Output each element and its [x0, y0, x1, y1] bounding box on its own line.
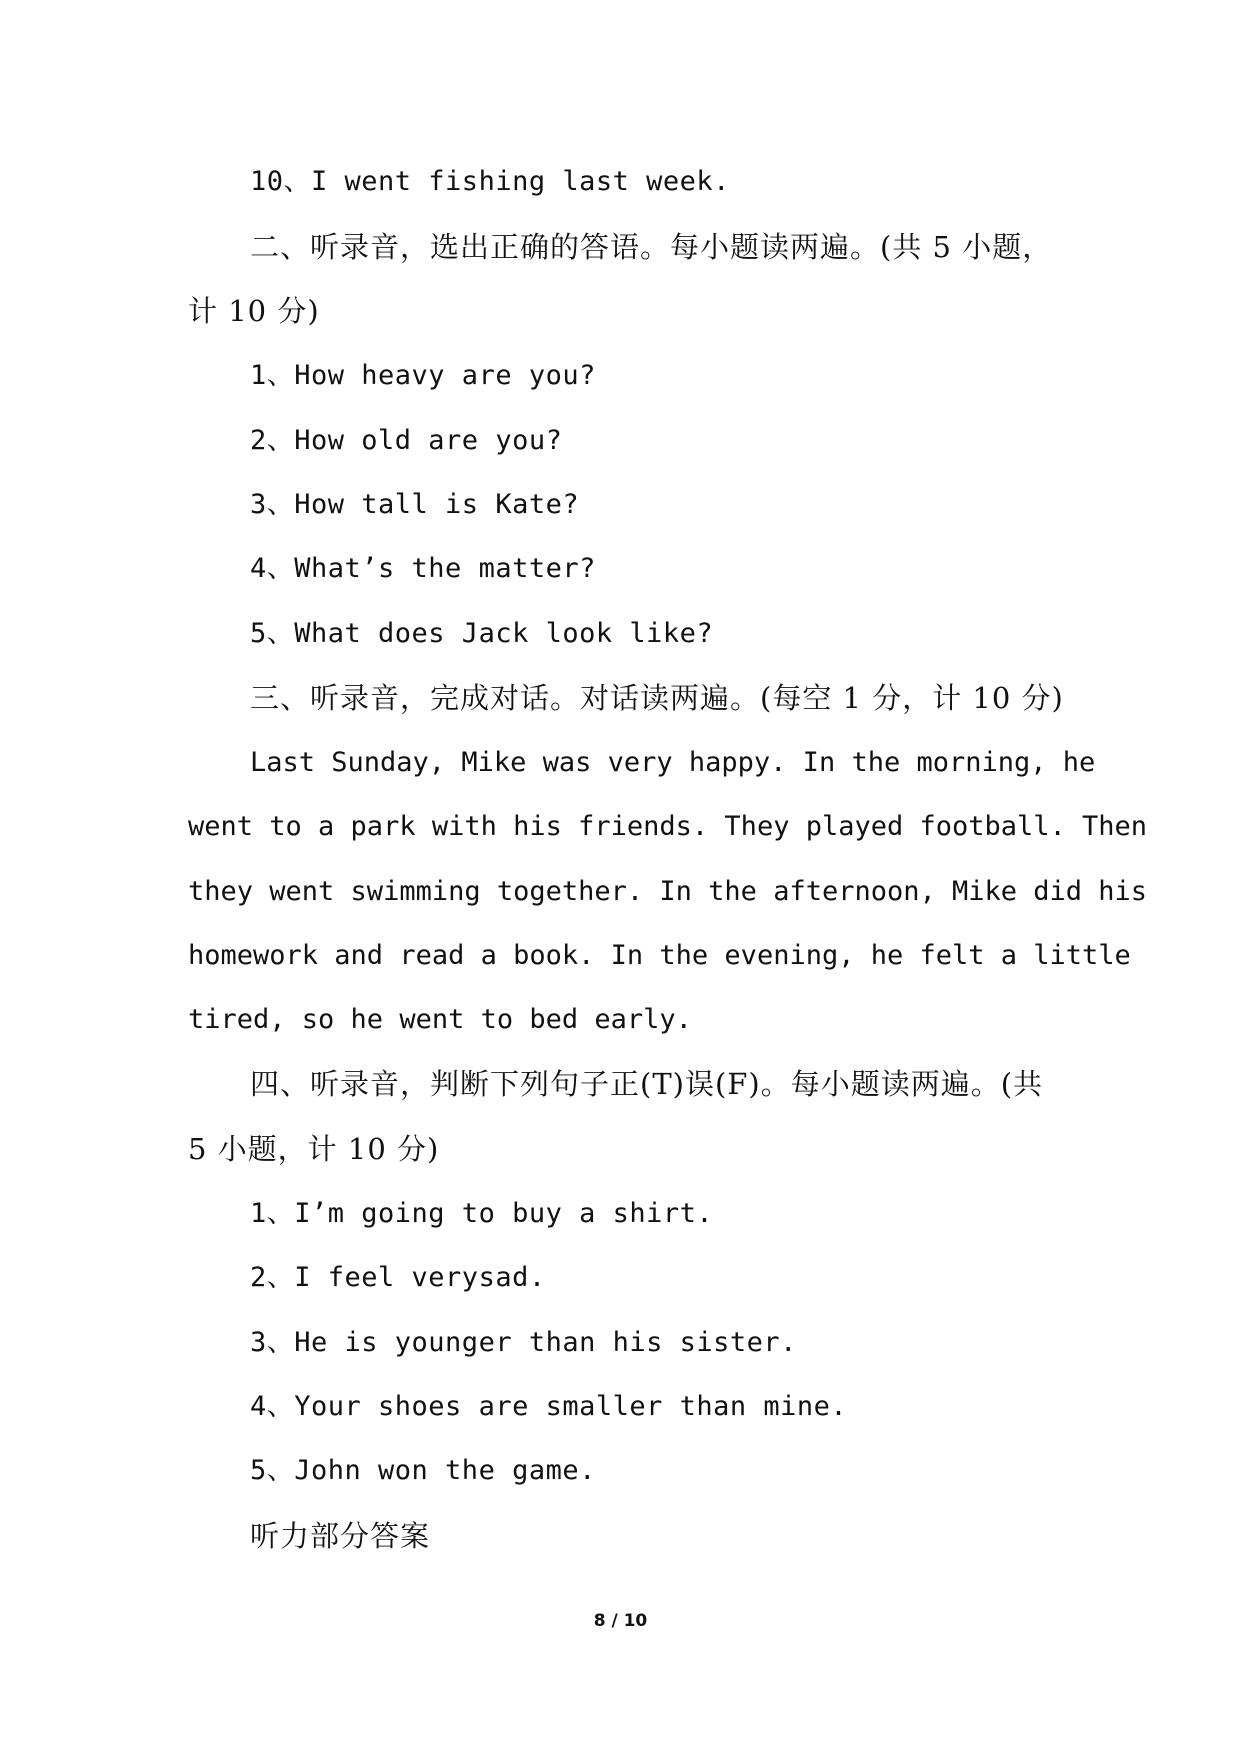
passage-line: tired, so he went to bed early. — [188, 1004, 692, 1035]
question-item: 3、How tall is Kate? — [250, 489, 580, 520]
section-heading: 听力部分答案 — [250, 1519, 431, 1553]
section-heading-continued: 5 小题，计 10 分) — [188, 1132, 440, 1166]
question-item: 5、What does Jack look like? — [250, 618, 714, 649]
passage-line: they went swimming together. In the afternoon, Mike did his — [188, 876, 1148, 907]
text-line: 10、I went fishing last week. — [250, 166, 730, 197]
page-number: 8 / 10 — [593, 1611, 648, 1631]
statement-item: 3、He is younger than his sister. — [250, 1327, 797, 1358]
passage-line: went to a park with his friends. They played football. Then — [188, 811, 1148, 842]
section-heading: 二、听录音，选出正确的答语。每小题读两遍。(共 5 小题， — [250, 230, 1053, 264]
statement-item: 2、I feel verysad. — [250, 1262, 546, 1293]
question-item: 4、What’s the matter? — [250, 553, 596, 584]
statement-item: 5、John won the game. — [250, 1455, 596, 1486]
statement-item: 4、Your shoes are smaller than mine. — [250, 1391, 848, 1422]
question-item: 2、How old are you? — [250, 425, 563, 456]
section-heading-continued: 计 10 分) — [188, 294, 320, 328]
question-item: 1、How heavy are you? — [250, 360, 596, 391]
section-heading: 三、听录音，完成对话。对话读两遍。(每空 1 分，计 10 分) — [250, 681, 1064, 715]
passage-line: Last Sunday, Mike was very happy. In the morning, he — [250, 747, 1096, 778]
section-heading: 四、听录音，判断下列句子正(T)误(F)。每小题读两遍。(共 — [250, 1067, 1044, 1101]
statement-item: 1、I’m going to buy a shirt. — [250, 1198, 714, 1229]
passage-line: homework and read a book. In the evening, he felt a little — [188, 940, 1131, 971]
